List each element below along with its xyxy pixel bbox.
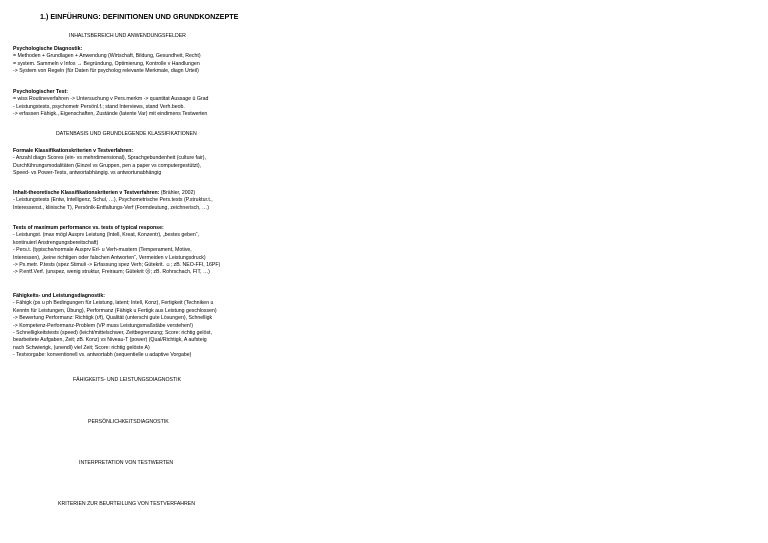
block-heading: Inhalt-theoretische Klassifikationskriterien v Testverfahren: — [13, 190, 160, 196]
block-inhalt-theoretische-klassifikation — [13, 190, 248, 212]
text-line: -> Bewertung Performanz: Richtigk (r/f), Qualität (unterschi gute Lösungen), Schnelligk — [13, 315, 213, 322]
section-heading-inhaltsbereich: INHALTSBEREICH UND ANWENDUNGSFELDER — [69, 33, 186, 39]
text-line: - Anzahl diagn Scores (ein- vs mehrdimensional), Sprachgebundenheit (culture fair), — [13, 155, 206, 162]
text-line: -> Kompetenz-Performanz-Problem (VP muss Leistungsmaßstäbe verstehen!) — [13, 322, 193, 329]
section-heading-datenbasis: DATENBASIS UND GRUNDLEGENDE KLASSIFIKATIONEN — [56, 131, 197, 137]
citation: (Brähler, 2002) — [159, 190, 196, 196]
section-heading-faehigkeitsdiagnostik: FÄHIGKEITS- UND LEISTUNGSDIAGNOSTIK — [73, 377, 182, 383]
text-line: -> System von Regeln (für Daten für psycholog relevante Merkmale, diagn Urteil) — [13, 68, 199, 75]
block-heading: Psychologischer Test: — [13, 89, 68, 95]
text-line: = system. Sammeln v Infos → Begründung, Optimierung, Kontrolle v Handlungen — [13, 60, 200, 67]
block-heading: Fähigkeits- und Leistungsdiagnostik: — [13, 293, 105, 299]
block-maximum-vs-typical — [13, 225, 248, 277]
section-heading-interpretation: INTERPRETATION VON TESTWERTEN — [79, 460, 174, 466]
text-line: Speed- vs Power-Tests, antwortabhängig. vs antwortunabhängig — [13, 170, 162, 177]
text-line: - Leistungstests, psychometr Persönl.f.; stand Interviews, stand Verh.beob. — [13, 103, 185, 110]
text-line: Interessen), „keine richtigen oder falschen Antworten“, Vermeiden v Leistungsdruck) — [13, 254, 206, 261]
text-line: - Fähigk (ps u ph Bedingungen für Leistung, latent; Intell, Konz), Fertigkeit (Techniken u — [13, 300, 214, 307]
text-line: = Methoden + Grundlagen + Anwendung (Wirtschaft, Bildung, Gesundheit, Recht) — [13, 53, 201, 60]
text-line: Interessenst., klinische T), Persönlk-Entfaltungs-Verf (Formdeutung, zeichnerisch, …) — [13, 204, 209, 211]
block-heading: Tests of maximum performance vs. tests of typical response: — [13, 225, 164, 231]
page-title: 1.) EINFÜHRUNG: DEFINITIONEN UND GRUNDKONZEPTE — [40, 12, 239, 21]
text-line: Kenntn für Leistungen, Übung), Performanz (Fähigk u Fertigk aus Leistung geschlossen) — [13, 307, 217, 314]
text-line: -> P.entf.Verf. (unspez, wenig struktur, Freiraum; Gütekrit ☹; zB. Rohrschach, FIT, …) — [13, 269, 210, 276]
text-line: - Pers.t. (typische/normale Ausprv Erl- u Verh-mustern (Temperament, Motive, — [13, 247, 192, 254]
text-line: nach Schwierigk, (unendl) viel Zeit; Score: richtig gelöste A) — [13, 344, 150, 351]
text-line: - Leistungst. (max mögl Ausprv Leistung (Intell, Kreat, Konzentr), „bestes geben“, — [13, 232, 199, 239]
block-psychologische-diagnostik — [13, 46, 248, 76]
text-line: -> Ps.metr. P.tests (spez Stimuli -> Erfassung spez Verh; Gütekrit. ☺; zB. NEO-FFI, 16PF) — [13, 262, 221, 269]
section-heading-persoenlichkeitsdiagnostik: PERSÖNLICHKEITSDIAGNOSTIK — [88, 419, 169, 425]
block-heading: Psychologische Diagnostik: — [13, 46, 83, 52]
block-faehigkeits-leistungsdiagnostik — [13, 293, 248, 360]
text-line: = wiss Routineverfahren -> Untersuchung v Pers.merkm -> quantitat Aussage ü Grad — [13, 96, 209, 103]
block-psychologischer-test — [13, 89, 248, 119]
text-line: - Schnelligkeitstests (speed) (leicht/mittelschwer, Zeitbegrenzung; Score: richtig gelöst, — [13, 330, 212, 337]
text-line: kontinuierl Anstrengungsbereitschaft) — [13, 239, 99, 246]
text-line: -> erfassen Fähigk., Eigenschaften, Zustände (latente Var) mit eindimens Testwerten — [13, 111, 208, 118]
text-line: Durchführungsmodalitäten (Einzel vs Gruppen, pen a paper vs computergestützt), — [13, 162, 202, 169]
text-line: - Testvorgabe: konventionell vs. antwortabh (sequentielle u adaptive Vorgabe) — [13, 352, 192, 359]
block-formale-klassifikation — [13, 148, 248, 178]
text-line: bearbeitete Aufgaben, Zeit; zB. Konz) vs Niveau-T (power) (Qual/Richtigk, A aufsteig — [13, 337, 207, 344]
block-heading-line — [13, 190, 248, 197]
section-heading-kriterien: KRITERIEN ZUR BEURTEILUNG VON TESTVERFAHREN — [58, 501, 196, 507]
block-heading: Formale Klassifikationskriterien v Testverfahren: — [13, 148, 134, 154]
text-line: - Leistungstests (Entw, Intelligenz, Schul, …), Psychometrische Pers.tests (P.struktur.t., — [13, 197, 213, 204]
